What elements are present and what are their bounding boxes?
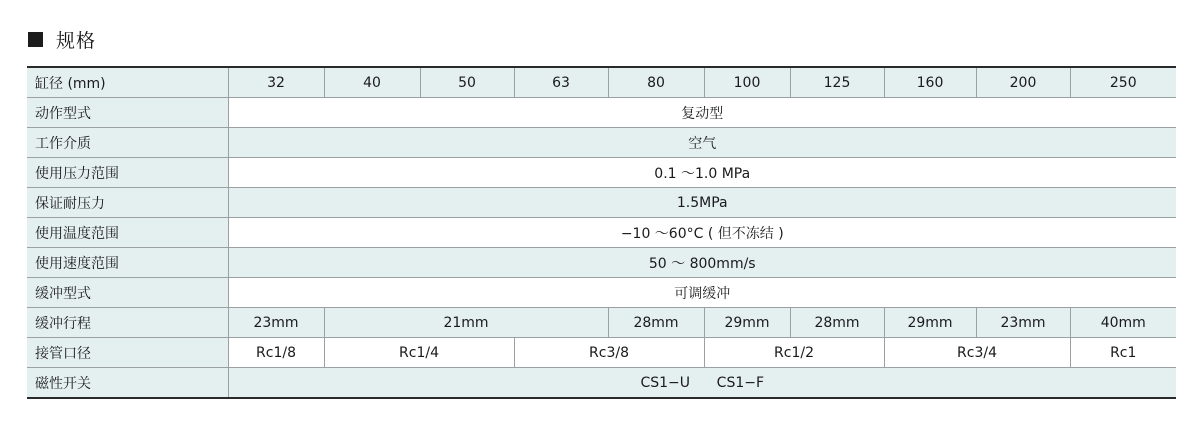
table-row — [27, 98, 1176, 128]
row-label-temperature: 使用温度范围 — [27, 218, 228, 248]
table-cell: 50 — [420, 67, 514, 98]
section-title: 规格 — [56, 29, 97, 52]
row-label-port-size: 接管口径 — [27, 338, 228, 368]
row-label-speed: 使用速度范围 — [27, 248, 228, 278]
table-cell: 21mm — [324, 308, 608, 338]
table-cell: Rc1 — [1070, 338, 1176, 368]
table-cell: 200 — [976, 67, 1070, 98]
table-row — [27, 248, 1176, 278]
row-label-medium: 工作介质 — [27, 128, 228, 158]
table-row — [27, 278, 1176, 308]
table-cell: Rc3/8 — [514, 338, 704, 368]
table-row — [27, 67, 1176, 98]
table-cell: Rc1/4 — [324, 338, 514, 368]
table-cell: CS1−U CS1−F — [228, 368, 1176, 399]
table-cell: 可调缓冲 — [228, 278, 1176, 308]
table-row — [27, 128, 1176, 158]
table-cell: 23mm — [976, 308, 1070, 338]
table-cell: Rc1/8 — [228, 338, 324, 368]
square-bullet-icon — [28, 32, 43, 47]
table-row — [27, 188, 1176, 218]
row-label-cushion-stroke: 缓冲行程 — [27, 308, 228, 338]
section-heading — [28, 26, 96, 52]
table-cell: Rc3/4 — [884, 338, 1070, 368]
table-cell: 160 — [884, 67, 976, 98]
table-row — [27, 218, 1176, 248]
table-cell: 80 — [608, 67, 704, 98]
spec-table — [27, 66, 1176, 399]
table-cell: 40 — [324, 67, 420, 98]
table-cell: 250 — [1070, 67, 1176, 98]
table-cell: 125 — [790, 67, 884, 98]
table-cell: 复动型 — [228, 98, 1176, 128]
table-cell: 29mm — [704, 308, 790, 338]
row-label-action: 动作型式 — [27, 98, 228, 128]
table-cell: 28mm — [790, 308, 884, 338]
table-cell: 29mm — [884, 308, 976, 338]
table-row — [27, 338, 1176, 368]
table-cell: 0.1 ～1.0 MPa — [228, 158, 1176, 188]
table-cell: 1.5MPa — [228, 188, 1176, 218]
table-row — [27, 158, 1176, 188]
row-label-cushion-type: 缓冲型式 — [27, 278, 228, 308]
row-label-proof-pressure: 保证耐压力 — [27, 188, 228, 218]
table-cell: 23mm — [228, 308, 324, 338]
table-cell: −10 ～60°C ( 但不冻结 ) — [228, 218, 1176, 248]
table-cell: 32 — [228, 67, 324, 98]
table-cell: 空气 — [228, 128, 1176, 158]
table-cell: 40mm — [1070, 308, 1176, 338]
row-label-bore: 缸径 (mm) — [27, 67, 228, 98]
table-row — [27, 368, 1176, 399]
table-row — [27, 308, 1176, 338]
table-cell: 100 — [704, 67, 790, 98]
table-cell: 28mm — [608, 308, 704, 338]
table-cell: 50 ～ 800mm/s — [228, 248, 1176, 278]
row-label-pressure-range: 使用压力范围 — [27, 158, 228, 188]
table-cell: 63 — [514, 67, 608, 98]
table-cell: Rc1/2 — [704, 338, 884, 368]
row-label-magnetic-switch: 磁性开关 — [27, 368, 228, 399]
